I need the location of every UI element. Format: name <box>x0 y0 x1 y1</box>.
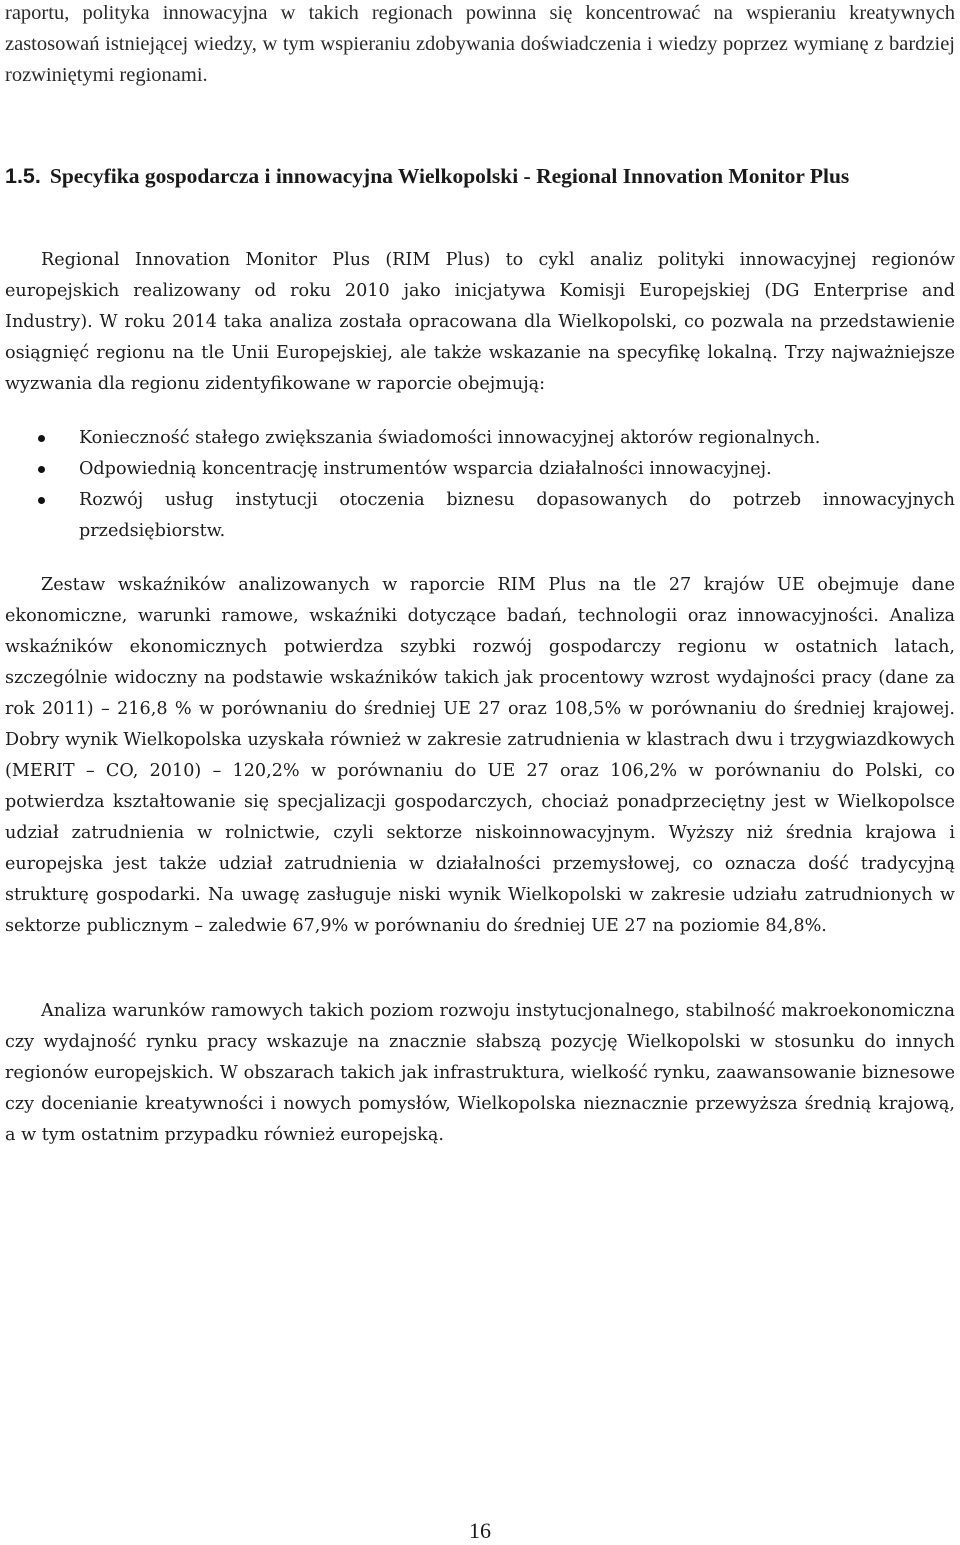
list-item-text: Konieczność stałego zwiększania świadomości innowacyjnej aktorów regionalnych. <box>79 428 821 448</box>
list-item <box>38 423 955 454</box>
list-item <box>38 485 955 547</box>
paragraph-rim-plus: Regional Innovation Monitor Plus (RIM Plus) to cykl analiz polityki innowacyjnej regionów europejskich realizowany od roku 2010 jako inicjatywa Komisji Europejskiej (DG Enterprise and Industry). W roku 2014 taka analiza została opracowana dla Wielkopolski, co pozwala na przedstawienie osiągnięć regionu na tle Unii Europejskiej, ale także wskazanie na specyfikę lokalną. Trzy najważniejsze wyzwania dla regionu zidentyfikowane w raporcie obejmują: <box>5 250 955 394</box>
list-item <box>38 454 955 485</box>
list-item-text: Odpowiednią koncentrację instrumentów wsparcia działalności innowacyjnej. <box>79 459 772 479</box>
section-heading <box>5 160 955 193</box>
bullet-icon <box>38 466 45 473</box>
page-number: 16 <box>469 1518 491 1543</box>
bullet-icon <box>38 497 45 504</box>
list-item-text: Rozwój usług instytucji otoczenia biznesu dopasowanych do potrzeb innowacyjnych przedsiębiorstw. <box>79 490 955 541</box>
section-title: Specyfika gospodarcza i innowacyjna Wielkopolski - Regional Innovation Monitor Plus <box>49 164 850 188</box>
section-number: 1.5. <box>5 164 41 188</box>
intro-paragraph: raportu, polityka innowacyjna w takich regionach powinna się koncentrować na wspieraniu kreatywnych zastosowań istniejącej wiedzy, w tym wspieraniu zdobywania doświadczenia i wiedzy poprzez wymianę z bardziej rozwiniętymi regionami. <box>5 2 955 86</box>
paragraph-indicators: Zestaw wskaźników analizowanych w raporcie RIM Plus na tle 27 krajów UE obejmuje dane ekonomiczne, warunki ramowe, wskaźniki dotyczące badań, technologii oraz innowacyjności. Analiza wskaźników ekonomicznych potwierdza szybki rozwój gospodarczy regionu w ostatnich latach, szczególnie widoczny na podstawie wskaźników takich jak procentowy wzrost wydajności pracy (dane za rok 2011) – 216,8 % w porównaniu do średniej UE 27 oraz 108,5% w porównaniu do średniej krajowej. Dobry wynik Wielkopolska uzyskała również w zakresie zatrudnienia w klastrach dwu i trzygwiazdkowych (MERIT – CO, 2010) – 120,2% w porównaniu do UE 27 oraz 106,2% w porównaniu do Polski, co potwierdza kształtowanie się specjalizacji gospodarczych, chociaż ponadprzeciętny jest w Wielkopolsce udział zatrudnienia w rolnictwie, czyli sektorze niskoinnowacyjnym. Wyższy niż średnia krajowa i europejska jest także udział zatrudnienia w działalności przemysłowej, co oznacza dość tradycyjną strukturę gospodarki. Na uwagę zasługuje niski wynik Wielkopolski w zakresie udziału zatrudnionych w sektorze publicznym – zaledwie 67,9% w porównaniu do średniej UE 27 na poziomie 84,8%. <box>5 575 955 936</box>
paragraph-framework-conditions: Analiza warunków ramowych takich poziom rozwoju instytucjonalnego, stabilność makroekonomiczna czy wydajność rynku pracy wskazuje na znacznie słabszą pozycję Wielkopolski w stosunku do innych regionów europejskich. W obszarach takich jak infrastruktura, wielkość rynku, zaawansowanie biznesowe czy docenianie kreatywności i nowych pomysłów, Wielkopolska nieznacznie przewyższa średnią krajową, a w tym ostatnim przypadku również europejską. <box>5 1001 955 1145</box>
bullet-icon <box>38 435 45 442</box>
challenges-list <box>38 423 955 547</box>
